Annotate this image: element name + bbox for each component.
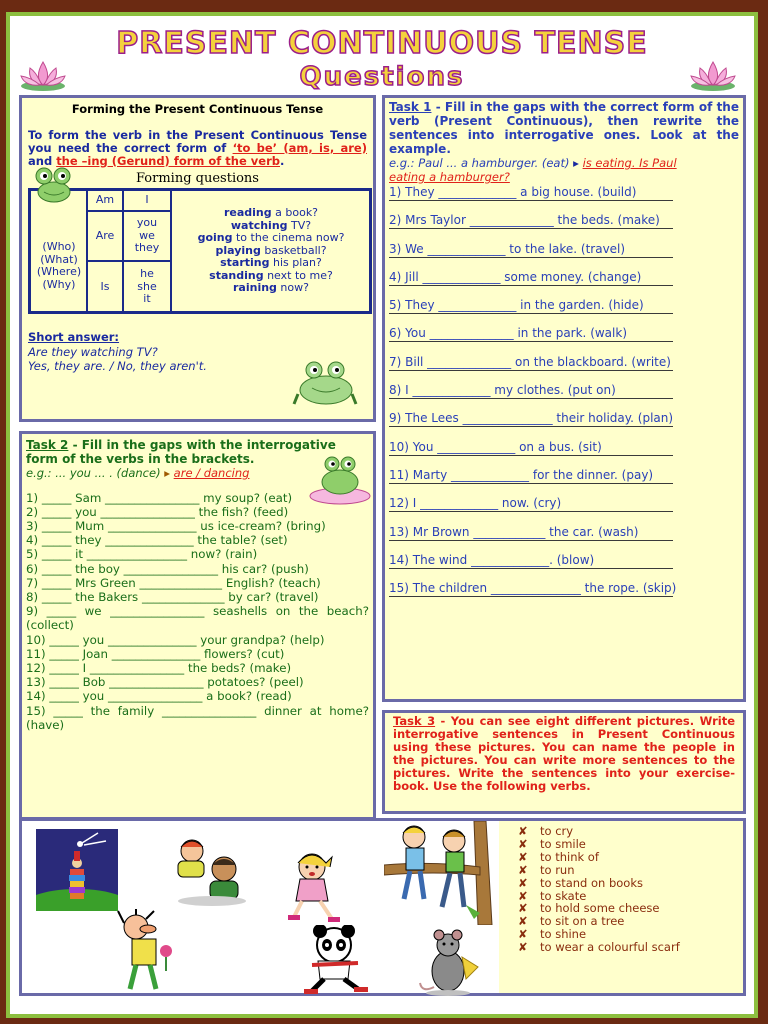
example-answer: are / dancing xyxy=(173,466,250,480)
task1-item-text: 7) Bill ______________ on the blackboard. (write) xyxy=(389,354,671,369)
man-with-flower-picture xyxy=(114,909,188,993)
task2-item: 14) _____ you ________________ a book? (read) xyxy=(26,689,292,704)
to-be-text: ‘to be’ (am, is, are) xyxy=(232,140,367,155)
rat-with-cheese-picture xyxy=(418,927,494,997)
task1-item xyxy=(389,410,739,438)
task2-item: 5) _____ it _________________ now? (rain) xyxy=(26,547,258,562)
task1-panel xyxy=(382,95,746,702)
task2-item: 1) _____ Sam ________________ my soup? (eat) xyxy=(26,490,293,505)
forming-questions-table xyxy=(28,188,367,314)
example-verb: reading xyxy=(223,206,272,220)
forming-heading: Forming the Present Continuous Tense xyxy=(71,102,324,116)
task1-item xyxy=(389,325,739,353)
answer-line xyxy=(389,285,673,286)
verb-text: to sit on a tree xyxy=(540,914,625,929)
example-verb: starting xyxy=(220,256,270,270)
example-rest: TV? xyxy=(287,218,312,232)
cross-icon: ✘ xyxy=(518,927,528,942)
task2-item: 2) _____ you ________________ the fish? (feed) xyxy=(26,504,289,519)
answer-line xyxy=(389,398,673,399)
wh-word: (Who) xyxy=(42,240,76,253)
page-subtitle: Questions xyxy=(299,62,465,92)
task1-item-text: 6) You ______________ in the park. (walk) xyxy=(389,326,628,341)
forming-questions-title: Forming questions xyxy=(136,170,259,186)
task1-item-text: 12) I _____________ now. (cry) xyxy=(389,496,562,511)
short-answer-label: Short answer: xyxy=(28,330,120,344)
task1-item-text: 13) Mr Brown ____________ the car. (wash) xyxy=(389,524,639,539)
answer-line xyxy=(389,257,673,258)
subject-cell xyxy=(122,260,172,314)
task1-item xyxy=(389,241,739,269)
task1-item-text: 1) They _____________ a big house. (build) xyxy=(389,185,637,199)
verbs-list xyxy=(518,825,680,954)
frog-icon xyxy=(30,162,78,206)
task1-item-text: 2) Mrs Taylor ______________ the beds. (make) xyxy=(389,213,660,228)
answer-line xyxy=(389,455,673,456)
example-rest: to the cinema now? xyxy=(232,231,345,245)
example-verb: standing xyxy=(209,268,264,282)
task1-item xyxy=(389,212,739,240)
task1-item xyxy=(389,382,739,410)
verb-text: to think of xyxy=(540,849,599,864)
task1-item xyxy=(389,269,739,297)
example-verb: going xyxy=(197,231,233,245)
verb-text: to run xyxy=(540,862,575,877)
example-answer: eating a hamburger? xyxy=(389,170,510,184)
kids-in-tree-picture xyxy=(384,821,512,925)
wh-word: (What) xyxy=(40,252,78,266)
subject-word: he xyxy=(140,267,154,281)
task3-panel xyxy=(382,710,746,814)
example-prefix: e.g.: Paul ... a hamburger. (eat) xyxy=(389,156,574,170)
cross-icon: ✘ xyxy=(518,940,528,955)
short-answer-question: Are they watching TV? xyxy=(28,344,158,359)
task2-item: 9) _____ we ________________ seashells on the beach? (collect) xyxy=(26,604,369,633)
task2-instruction-text: - Fill in the gaps with the interrogative form of the verbs in the brackets. xyxy=(26,438,336,466)
task2-item: 6) _____ the boy ________________ his car? (push) xyxy=(26,561,309,576)
subject-word: they xyxy=(134,241,160,255)
task1-item xyxy=(389,552,739,580)
answer-line xyxy=(389,313,673,314)
verb-text: to cry xyxy=(540,824,574,838)
pictures-panel xyxy=(19,818,746,996)
running-girl-picture xyxy=(280,845,346,927)
verb-text: to hold some cheese xyxy=(540,901,660,916)
answer-line xyxy=(389,426,673,427)
example-rest: his plan? xyxy=(269,256,322,270)
ing-text: the –ing (Gerund) form of the verb xyxy=(56,153,280,168)
task2-item: 15) _____ the family ________________ dinner at home? (have) xyxy=(26,703,369,732)
task1-item-text: 14) The wind _____________. (blow) xyxy=(389,552,595,567)
answer-line xyxy=(389,596,673,597)
task2-item: 7) _____ Mrs Green ______________ English? (teach) xyxy=(26,575,321,590)
verb-text: to skate xyxy=(540,888,587,903)
task1-item xyxy=(389,524,739,552)
task1-item-text: 4) Jill _____________ some money. (change) xyxy=(389,269,642,284)
task1-item xyxy=(389,495,739,523)
verb-text: to stand on books xyxy=(540,875,643,890)
task1-item xyxy=(389,580,739,608)
verb-text: to smile xyxy=(540,836,586,851)
wh-word: (Why) xyxy=(42,277,76,291)
task1-item-text: 15) The children _______________ the rope. (skip) xyxy=(389,581,677,596)
task1-instruction-text: - Fill in the gaps with the correct form of the verb (Present Continuous), then rewrite the sentences into interrogative ones. Look at the example. xyxy=(389,100,739,156)
task2-label: Task 2 xyxy=(26,438,69,452)
task1-item xyxy=(389,467,739,495)
task2-list xyxy=(26,491,369,732)
task1-item xyxy=(389,297,739,325)
task1-item-text: 3) We _____________ to the lake. (travel) xyxy=(389,241,626,256)
task1-instruction xyxy=(389,100,739,156)
forming-intro xyxy=(28,129,367,168)
wh-cell xyxy=(31,221,87,311)
cross-icon: ✘ xyxy=(518,862,528,877)
verb-text: to wear a colourful scarf xyxy=(540,940,680,955)
lotus-icon xyxy=(688,58,738,92)
subject-word: it xyxy=(143,292,151,306)
example-rest: now? xyxy=(276,281,309,295)
short-answer-answer: Yes, they are. / No, they aren't. xyxy=(28,359,207,373)
answer-line xyxy=(389,341,673,342)
dot-text: . xyxy=(279,153,285,168)
task1-item xyxy=(389,184,739,212)
frog-on-lily-icon xyxy=(308,450,372,506)
example-verb: watching xyxy=(230,218,288,232)
task1-label: Task 1 xyxy=(389,100,432,114)
intro-text: To form the verb in the Present Continuous Tense you need the correct form of xyxy=(28,127,367,155)
stack-of-books-picture xyxy=(36,829,118,911)
task2-item: 4) _____ they _______________ the table? (set) xyxy=(26,533,288,548)
lotus-icon xyxy=(18,58,68,92)
task3-instruction xyxy=(393,715,735,793)
cross-icon: ✘ xyxy=(518,849,528,864)
answer-line xyxy=(389,370,673,371)
aux-cell: Am xyxy=(86,188,124,212)
aux-cell: Is xyxy=(86,260,124,314)
subject-cell: I xyxy=(122,188,172,212)
examples-cell xyxy=(170,188,372,314)
example-rest: basketball? xyxy=(260,243,327,257)
subject-word: she xyxy=(137,279,157,293)
example-rest: next to me? xyxy=(263,268,333,282)
and-text: and xyxy=(28,153,57,168)
task2-panel xyxy=(19,431,376,820)
task1-item xyxy=(389,354,739,382)
task1-item xyxy=(389,439,739,467)
example-verb: playing xyxy=(215,243,261,257)
triangle-icon: ▸ xyxy=(573,156,579,170)
examples-list xyxy=(198,207,345,295)
task1-item-text: 10) You _____________ on a bus. (sit) xyxy=(389,439,602,454)
example-rest: a book? xyxy=(271,206,319,220)
task2-item: 11) _____ Joan _______________ flowers? (cut) xyxy=(26,646,285,661)
example-line xyxy=(198,282,345,295)
task3-instruction-text: - You can see eight different pictures. Write interrogative sentences in Present Continuous using these pictures. You can name the people in the pictures. You can write more sentences to the pictures. Write the sentences into your exercise-book. Use the following verbs. xyxy=(393,714,735,793)
example-answer: is eating. Is Paul xyxy=(582,156,677,170)
kids-thinking-picture xyxy=(172,835,248,907)
task1-item-text: 11) Marty _____________ for the dinner. (pay) xyxy=(389,467,654,482)
answer-line xyxy=(389,511,673,512)
task2-item: 3) _____ Mum _______________ us ice-cream? (bring) xyxy=(26,518,326,533)
answer-line xyxy=(389,540,673,541)
task2-item: 12) _____ I ________________ the beds? (make) xyxy=(26,660,292,675)
page-title: PRESENT CONTINUOUS TENSE xyxy=(116,26,648,61)
example-prefix: e.g.: ... you ... . (dance) xyxy=(26,466,165,480)
task1-item-text: 9) The Lees _______________ their holiday. (plan) xyxy=(389,411,674,426)
cross-icon: ✘ xyxy=(518,824,528,838)
cross-icon: ✘ xyxy=(518,914,528,929)
task1-list xyxy=(389,184,739,608)
task1-item-text: 8) I _____________ my clothes. (put on) xyxy=(389,383,616,398)
answer-line xyxy=(389,200,673,201)
frog-icon xyxy=(292,354,358,410)
wh-word: (Where) xyxy=(36,265,82,278)
task2-item: 13) _____ Bob ________________ potatoes? (peel) xyxy=(26,675,304,690)
cross-icon: ✘ xyxy=(518,875,528,890)
task1-item-text: 5) They _____________ in the garden. (hide) xyxy=(389,298,644,313)
task1-example xyxy=(389,156,739,184)
answer-line xyxy=(389,568,673,569)
skating-panda-picture xyxy=(298,925,376,997)
subject-word: we xyxy=(139,228,155,242)
task2-item: 10) _____ you _______________ your grandpa? (help) xyxy=(26,632,325,647)
task3-label: Task 3 xyxy=(393,714,436,728)
cross-icon: ✘ xyxy=(518,836,528,851)
worksheet xyxy=(6,12,758,1018)
cross-icon: ✘ xyxy=(518,901,528,916)
example-verb: raining xyxy=(233,281,277,295)
answer-line xyxy=(389,228,673,229)
subject-word: you xyxy=(136,216,158,230)
answer-line xyxy=(389,483,673,484)
forming-panel xyxy=(19,95,376,422)
subject-cell xyxy=(122,210,172,262)
verb-item xyxy=(518,941,680,954)
verb-text: to shine xyxy=(540,927,587,942)
triangle-icon: ▸ xyxy=(164,466,171,480)
aux-cell: Are xyxy=(86,210,124,262)
task2-item: 8) _____ the Bakers ______________ by car? (travel) xyxy=(26,589,319,604)
cross-icon: ✘ xyxy=(518,888,528,903)
